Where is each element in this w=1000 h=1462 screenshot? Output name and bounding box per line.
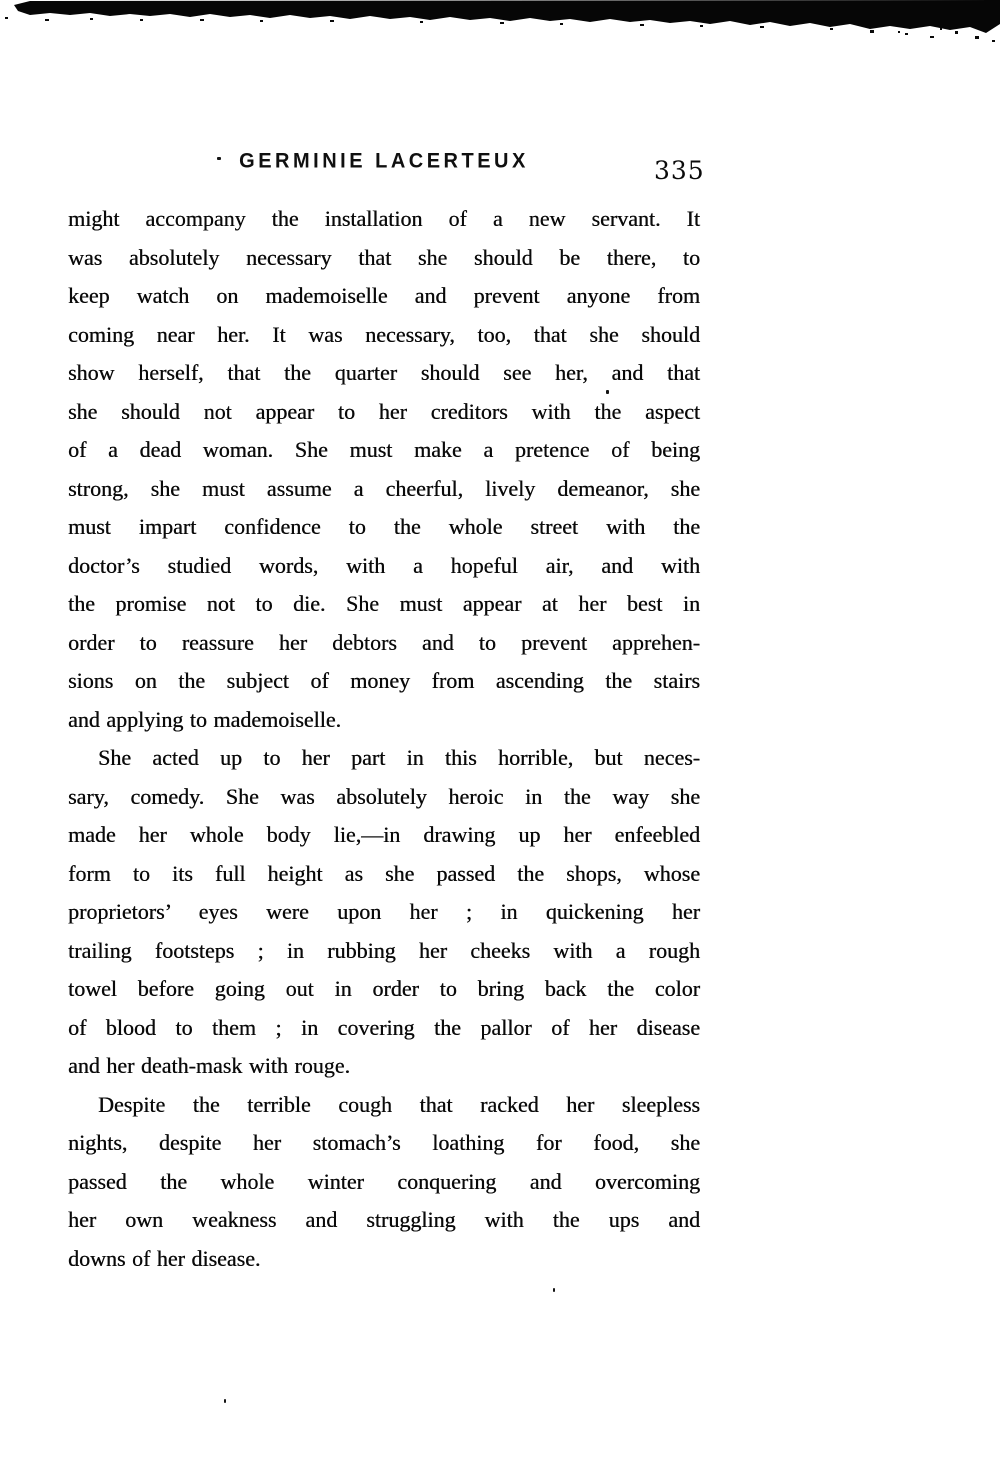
scan-speck (224, 1399, 226, 1403)
text-line: she should not appear to her creditors with the aspect (68, 398, 700, 424)
text-line: strong, she must assume a cheerful, lively demeanor, she (68, 475, 700, 501)
text-line: downs of her disease. (68, 1245, 261, 1271)
text-line: the promise not to die. She must appear at her best in (68, 591, 700, 616)
scan-artifact-band (0, 0, 1000, 46)
text-line: sions on the subject of money from ascending the stairs (68, 668, 700, 693)
paragraph-3 (68, 1086, 700, 1279)
scan-speck (553, 1288, 555, 1292)
paragraph-2 (68, 739, 700, 1086)
text-line: sary, comedy. She was absolutely heroic in the way she (68, 783, 700, 809)
page-number: 335 (654, 156, 705, 185)
text-line: nights, despite her stomach’s loathing for food, she (68, 1130, 700, 1155)
text-line: her own weakness and struggling with the ups and (68, 1207, 700, 1232)
text-line: coming near her. It was necessary, too, that she should (68, 321, 700, 347)
scan-speck (606, 390, 609, 394)
text-line: trailing footsteps ; in rubbing her cheeks with a rough (68, 937, 700, 963)
text-line: doctor’s studied words, with a hopeful air, and with (68, 552, 700, 578)
running-header (68, 150, 700, 173)
text-line: was absolutely necessary that she should be there, to (68, 244, 700, 270)
text-line: Despite the terrible cough that racked her sleepless (98, 1091, 700, 1117)
body-text (68, 200, 700, 1278)
text-line: She acted up to her part in this horrible, but neces- (98, 745, 700, 770)
text-line: form to its full height as she passed the shops, whose (68, 860, 700, 886)
running-header-title: GERMINIE LACERTEUX (239, 149, 529, 173)
text-line: passed the whole winter conquering and overcoming (68, 1168, 700, 1194)
text-line: proprietors’ eyes were upon her ; in quickening her (68, 899, 700, 924)
text-line: made her whole body lie,—in drawing up her enfeebled (68, 822, 700, 847)
text-line: show herself, that the quarter should see her, and that (68, 360, 700, 385)
text-line: might accompany the installation of a new servant. It (68, 206, 700, 231)
scan-speck (217, 157, 221, 160)
text-line: keep watch on mademoiselle and prevent anyone from (68, 283, 700, 308)
text-line: of a dead woman. She must make a pretence of being (68, 437, 700, 462)
text-line: of blood to them ; in covering the pallor of her disease (68, 1014, 700, 1040)
text-line: order to reassure her debtors and to prevent apprehen- (68, 629, 700, 655)
text-line: towel before going out in order to bring back the color (68, 976, 700, 1001)
text-line: must impart confidence to the whole street with the (68, 514, 700, 539)
text-line: and her death-mask with rouge. (68, 1053, 350, 1078)
paragraph-1 (68, 200, 700, 739)
text-line: and applying to mademoiselle. (68, 706, 342, 732)
